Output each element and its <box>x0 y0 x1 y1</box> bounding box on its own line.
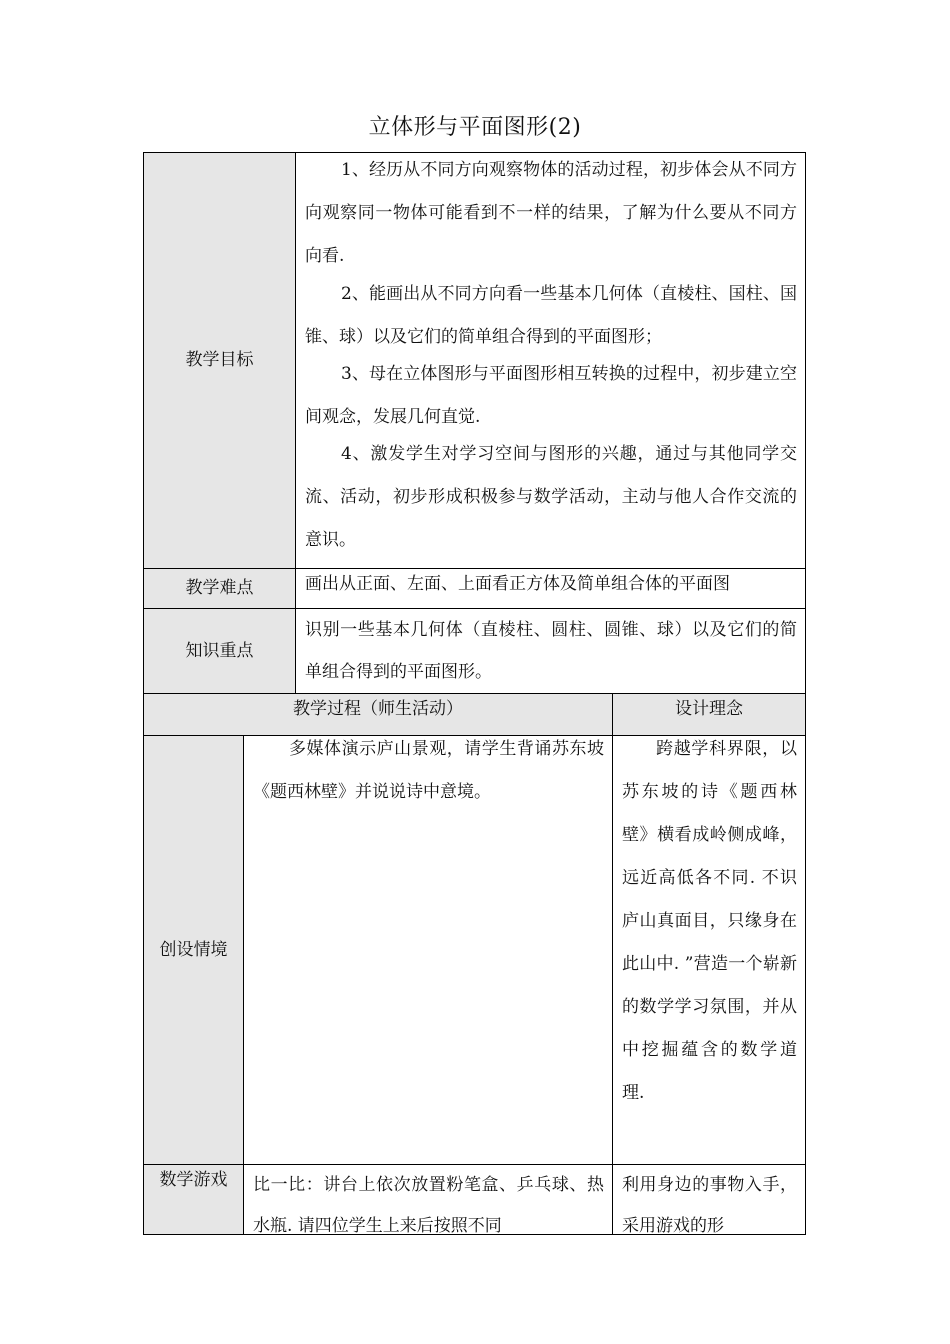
objective-item: 4、激发学生对学习空间与图形的兴趣，通过与其他同学交流、活动，初步形成积极参与数学活动，主动与他人合作交流的意识。 <box>305 444 797 550</box>
key-points-text: 识别一些基本几何体（直棱柱、圆柱、圆锥、球）以及它们的简单组合得到的平面图形。 <box>295 608 806 694</box>
row-activity-game: 比一比：讲台上依次放置粉笔盒、乒乓球、热水瓶. 请四位学生上来后按照不同 <box>243 1164 613 1235</box>
lesson-plan-table <box>143 152 806 1235</box>
objective-item: 2、能画出从不同方向看一些基本几何体（直棱柱、国柱、国锥、球）以及它们的简单组合得到的平面图形； <box>305 284 797 347</box>
difficulty-label: 教学难点 <box>143 568 296 609</box>
concept-header: 设计理念 <box>612 693 806 736</box>
row-concept-situation <box>612 735 806 1165</box>
document-title: 立体形与平面图形(2) <box>368 115 582 140</box>
objective-item: 3、母在立体图形与平面图形相互转换的过程中，初步建立空间观念，发展几何直觉. <box>305 364 797 427</box>
row-label-game: 数学游戏 <box>143 1164 244 1235</box>
concept-text: 跨越学科界限，以苏东坡的诗《题西林壁》横看成岭侧成峰，远近高低各不同. 不识庐山真面目，只缘身在此山中. ”营造一个崭新的数学学习氛围，并从中挖掘蕴含的数学道理. <box>622 739 797 1103</box>
objective-item: 1、经历从不同方向观察物体的活动过程，初步体会从不同方向观察同一物体可能看到不一样的结果，了解为什么要从不同方向看. <box>305 160 797 266</box>
key-points-label: 知识重点 <box>143 608 296 694</box>
row-activity-situation <box>243 735 613 1165</box>
difficulty-text: 画出从正面、左面、上面看正方体及简单组合体的平面图 <box>295 568 806 609</box>
row-label-situation: 创设情境 <box>143 735 244 1165</box>
objectives-label: 教学目标 <box>143 152 296 569</box>
objectives-content <box>295 152 806 569</box>
row-concept-game: 利用身边的事物入手，采用游戏的形 <box>612 1164 806 1235</box>
activity-text: 多媒体演示庐山景观，请学生背诵苏东坡《题西林壁》并说说诗中意境。 <box>253 739 604 802</box>
process-header: 教学过程（师生活动） <box>143 693 613 736</box>
